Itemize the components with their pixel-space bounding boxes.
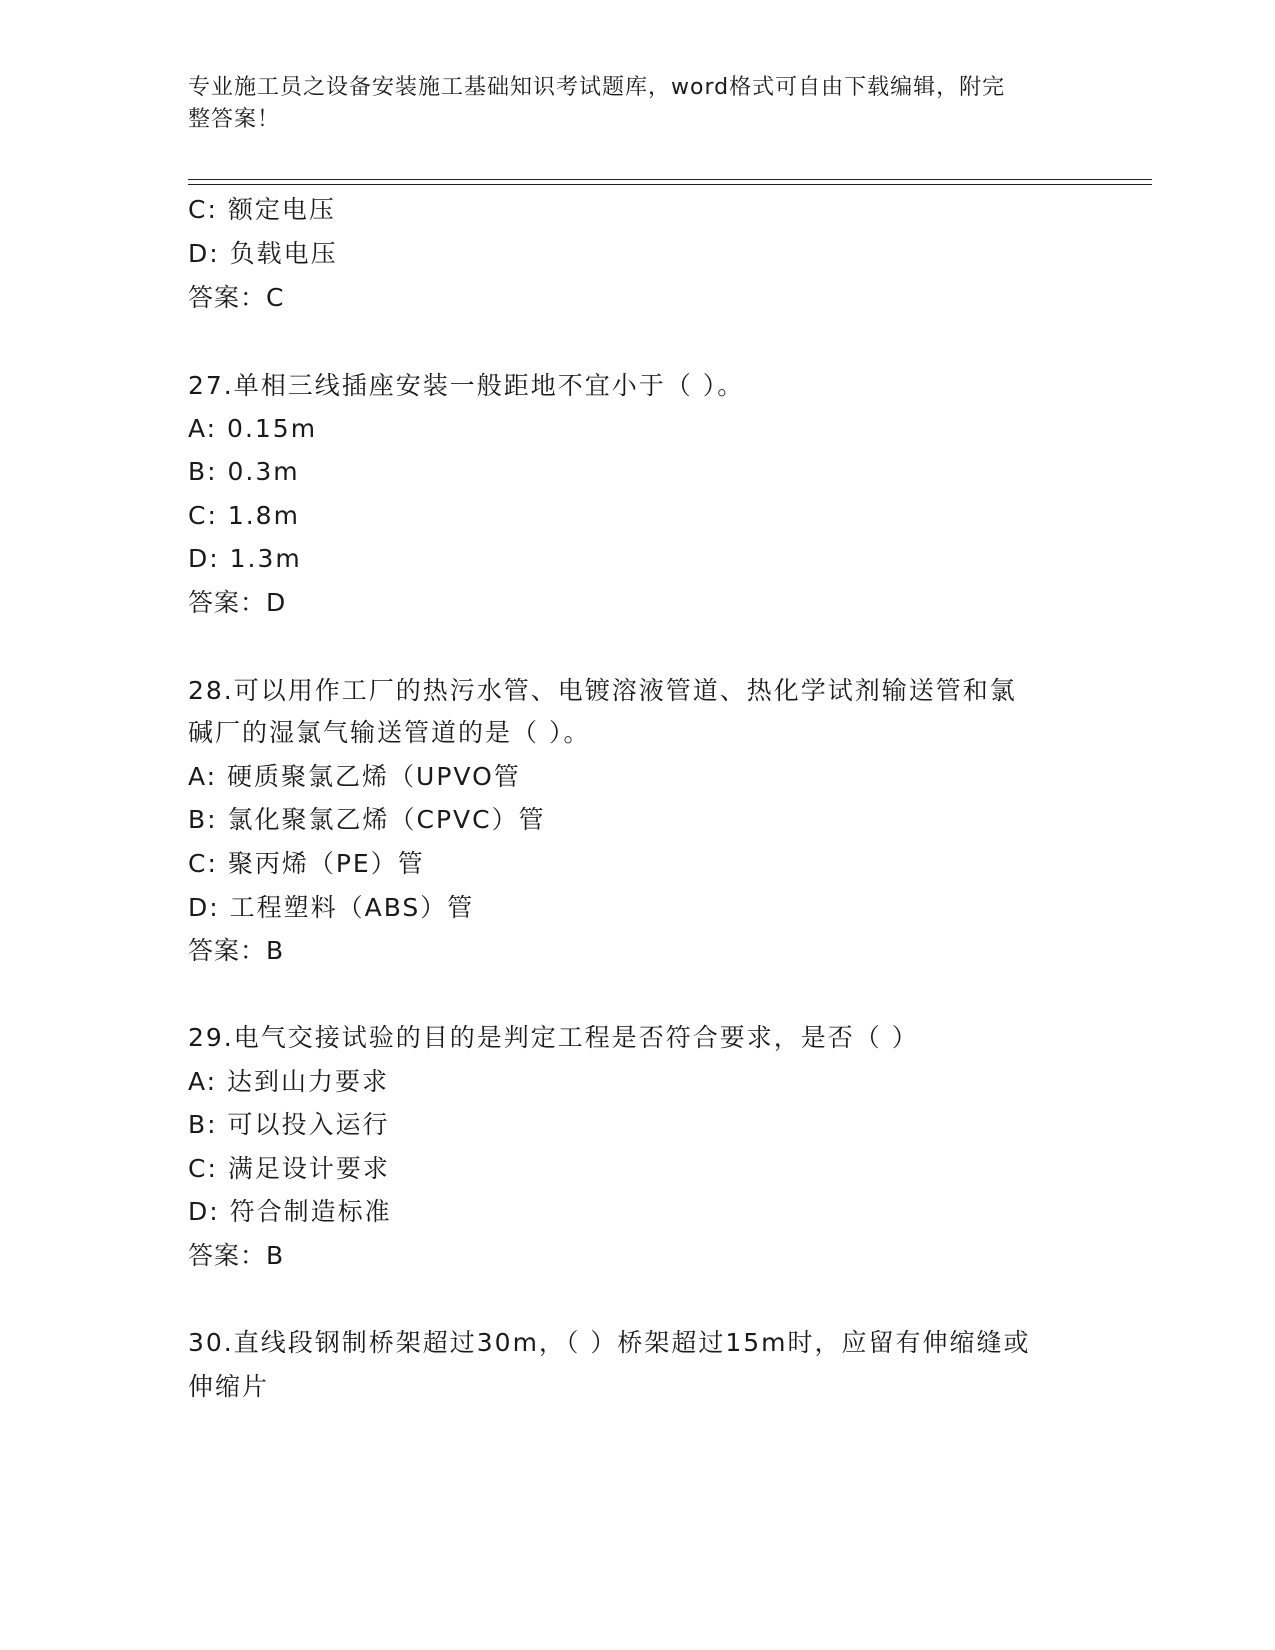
option-c: C: 1.8m	[188, 501, 300, 530]
option-a: A: 0.15m	[188, 414, 318, 443]
question-28-line-1: 28.可以用作工厂的热污水管、电镀溶液管道、热化学试剂输送管和氯	[188, 676, 1017, 705]
option-a: A: 硬质聚氯乙烯（UPVO管	[188, 762, 521, 791]
option-c: C: 额定电压	[188, 195, 336, 224]
question-27: 27.单相三线插座安装一般距地不宜小于（ ）。	[188, 371, 745, 400]
answer: 答案：B	[188, 1241, 285, 1270]
option-b: B: 可以投入运行	[188, 1110, 390, 1139]
option-b: B: 氯化聚氯乙烯（CPVC）管	[188, 805, 546, 834]
option-d: D: 符合制造标准	[188, 1197, 392, 1226]
answer: 答案：C	[188, 283, 285, 312]
question-30-line-2: 伸缩片	[188, 1372, 270, 1401]
question-29: 29.电气交接试验的目的是判定工程是否符合要求，是否（ ）	[188, 1023, 919, 1052]
header-divider-top	[188, 179, 1152, 180]
answer: 答案：D	[188, 588, 287, 617]
answer: 答案：B	[188, 936, 285, 965]
option-a: A: 达到山力要求	[188, 1067, 390, 1096]
option-c: C: 满足设计要求	[188, 1154, 390, 1183]
question-28-line-2: 碱厂的湿氯气输送管道的是（ ）。	[188, 718, 591, 747]
page-header	[188, 72, 1088, 136]
option-d: D: 1.3m	[188, 544, 302, 573]
question-30-line-1: 30.直线段钢制桥架超过30m，（ ）桥架超过15m时，应留有伸缩缝或	[188, 1328, 1031, 1357]
header-divider-bottom	[188, 184, 1152, 185]
option-c: C: 聚丙烯（PE）管	[188, 849, 425, 878]
option-d: D: 负载电压	[188, 239, 338, 268]
option-b: B: 0.3m	[188, 457, 300, 486]
option-d: D: 工程塑料（ABS）管	[188, 893, 475, 922]
header-line-2: 整答案！	[188, 107, 281, 132]
header-line-1: 专业施工员之设备安装施工基础知识考试题库，word格式可自由下载编辑，附完	[188, 75, 1006, 100]
